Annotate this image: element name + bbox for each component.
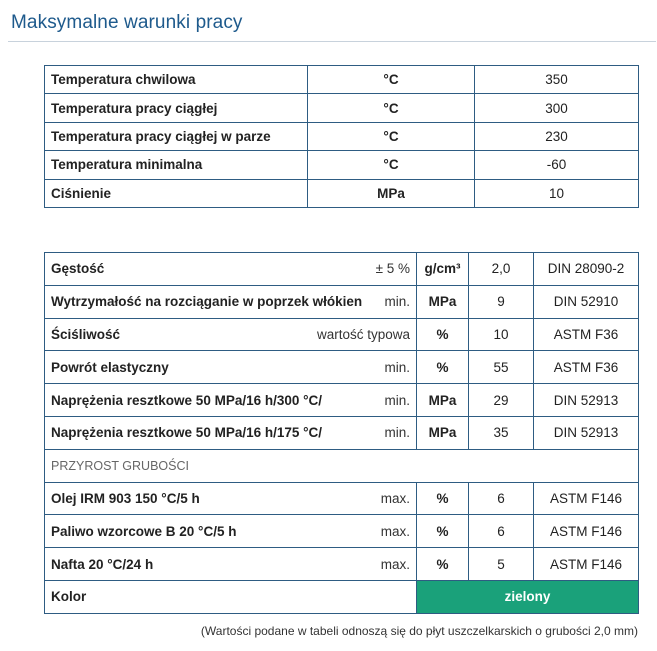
table-row [45,548,639,581]
condition-unit: MPa [308,179,475,207]
property-unit: % [417,515,469,548]
property-value: 10 [469,318,534,351]
property-unit: % [417,482,469,515]
table-row [45,253,639,286]
condition-value: 230 [475,122,639,150]
property-qualifier: min. [384,392,410,408]
max-conditions-table [44,65,639,208]
table-row [45,416,639,449]
property-value: 6 [469,515,534,548]
condition-label: Temperatura chwilowa [45,66,308,94]
section-label: PRZYROST GRUBOŚCI [45,449,639,482]
section-header-row [45,449,639,482]
property-unit: % [417,351,469,384]
table-row [45,151,639,179]
property-label-cell [45,351,417,384]
property-value: 6 [469,482,534,515]
property-label-cell [45,548,417,581]
property-qualifier: ± 5 % [375,261,410,277]
property-standard: ASTM F36 [534,351,639,384]
property-label-cell [45,515,417,548]
table-row [45,122,639,150]
property-value: 55 [469,351,534,384]
property-label: Paliwo wzorcowe B 20 °C/5 h [51,523,237,539]
property-value: 29 [469,384,534,417]
property-unit: MPa [417,384,469,417]
property-qualifier: max. [380,523,410,539]
condition-unit: °C [308,122,475,150]
table-row [45,482,639,515]
property-label-cell [45,318,417,351]
property-standard: DIN 52913 [534,416,639,449]
condition-unit: °C [308,94,475,122]
color-swatch-cell: zielony [417,580,639,613]
footnote: (Wartości podane w tabeli odnoszą się do płyt uszczelkarskich o grubości 2,0 mm) [200,624,638,638]
property-label: Nafta 20 °C/24 h [51,556,154,572]
property-label: Powrót elastyczny [51,359,169,375]
property-label: Naprężenia resztkowe 50 MPa/16 h/175 °C/ [51,425,323,441]
condition-label: Temperatura minimalna [45,151,308,179]
property-value: 35 [469,416,534,449]
property-unit: % [417,548,469,581]
property-label: Gęstość [51,261,105,277]
property-standard: ASTM F146 [534,482,639,515]
property-label-cell [45,384,417,417]
condition-value: -60 [475,151,639,179]
property-qualifier: min. [384,294,410,310]
table-row [45,515,639,548]
property-label: Olej IRM 903 150 °C/5 h [51,490,200,506]
property-unit: % [417,318,469,351]
property-label-cell [45,285,417,318]
property-label: Ściśliwość [51,326,121,342]
color-row [45,580,639,613]
table-row [45,351,639,384]
table-row [45,384,639,417]
color-label: Kolor [45,580,417,613]
condition-label: Ciśnienie [45,179,308,207]
property-label: Wytrzymałość na rozciąganie w poprzek włókien [51,294,363,310]
property-label-cell [45,482,417,515]
property-label: Naprężenia resztkowe 50 MPa/16 h/300 °C/ [51,392,323,408]
property-standard: ASTM F146 [534,515,639,548]
property-qualifier: max. [380,490,410,506]
property-qualifier: wartość typowa [316,326,410,342]
property-standard: DIN 52910 [534,285,639,318]
condition-value: 350 [475,66,639,94]
property-label-cell [45,416,417,449]
page-title: Maksymalne warunki pracy [11,12,243,33]
property-qualifier: min. [384,425,410,441]
property-unit: MPa [417,285,469,318]
property-standard: ASTM F36 [534,318,639,351]
property-value: 9 [469,285,534,318]
properties-table [44,252,639,614]
property-standard: ASTM F146 [534,548,639,581]
condition-label: Temperatura pracy ciągłej w parze [45,122,308,150]
table-row [45,318,639,351]
property-qualifier: max. [380,556,410,572]
property-standard: DIN 52913 [534,384,639,417]
condition-value: 300 [475,94,639,122]
property-label-cell [45,253,417,286]
property-unit: g/cm³ [417,253,469,286]
condition-label: Temperatura pracy ciągłej [45,94,308,122]
property-unit: MPa [417,416,469,449]
title-divider [8,41,656,42]
property-value: 5 [469,548,534,581]
condition-unit: °C [308,66,475,94]
table-row [45,179,639,207]
property-standard: DIN 28090-2 [534,253,639,286]
property-qualifier: min. [384,359,410,375]
table-row [45,94,639,122]
condition-value: 10 [475,179,639,207]
table-row [45,285,639,318]
condition-unit: °C [308,151,475,179]
table-row [45,66,639,94]
property-value: 2,0 [469,253,534,286]
